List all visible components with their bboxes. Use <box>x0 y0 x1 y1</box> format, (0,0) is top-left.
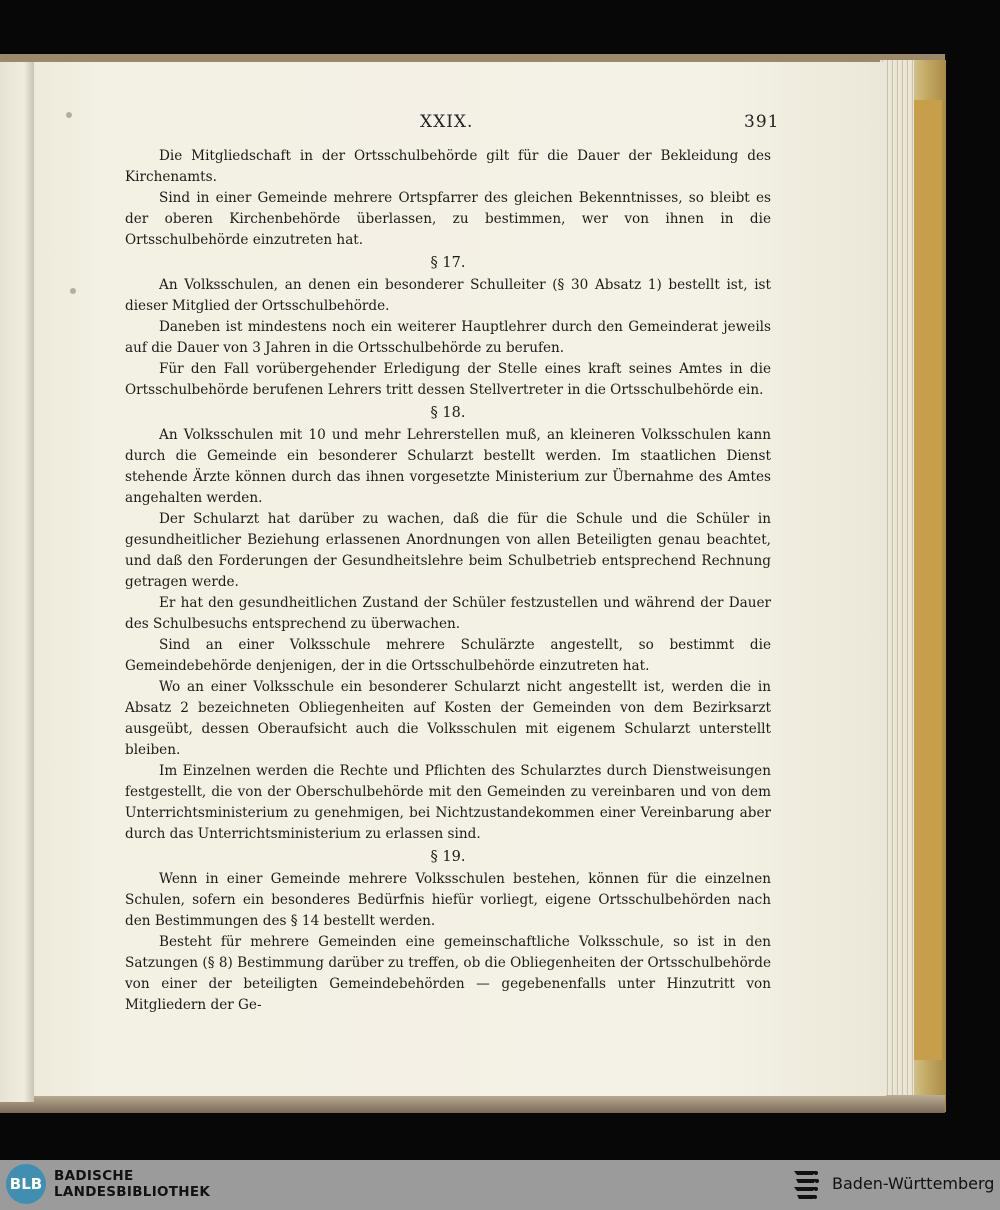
page-blemish <box>70 288 76 294</box>
paragraph: Für den Fall vorübergehender Erledigung der Stelle eines kraft seines Amtes in die Ortsschulbehörde berufenen Lehrers tritt dessen Stellvertreter in die Ortsschulbehörde ein. <box>125 361 771 398</box>
paragraph: Wenn in einer Gemeinde mehrere Volksschulen bestehen, können für die einzelnen Schulen, sofern ein besonderes Bedürfnis hiefür vorliegt, eigene Ortsschulbehörden nach den Bestimmungen des § 14 bestellt werden. <box>125 871 771 929</box>
book-cover-bottom-edge <box>0 1095 945 1113</box>
library-name-line-1: BADISCHE <box>54 1168 134 1184</box>
paragraph: Der Schularzt hat darüber zu wachen, daß die für die Schule und die Schüler in gesundheitlicher Beziehung erlassenen Anordnungen von allen Beteiligten genau beachtet, und daß den Forderungen der Gesundheitslehre beim Schulbetrieb entsprechend Rechnung getragen werde. <box>125 511 771 590</box>
facing-page-edge <box>0 62 34 1102</box>
paragraph: Besteht für mehrere Gemeinden eine gemeinschaftliche Volksschule, so ist in den Satzungen (§ 8) Bestimmung darüber zu treffen, ob die Obliegenheiten der Ortsschulbehörde von einer der beteiligten Gemeindebehörden — gegebenenfalls unter Hinzutritt von Mitgliedern der Ge- <box>125 934 771 1013</box>
state-name[interactable]: Baden-Württemberg <box>832 1174 995 1193</box>
viewer-footer <box>0 1160 1000 1210</box>
paragraph: Er hat den gesundheitlichen Zustand der Schüler festzustellen und während der Dauer des Schulbesuchs entsprechend zu überwachen. <box>125 595 771 632</box>
page-number: 391 <box>744 112 780 132</box>
page-text <box>125 146 771 1016</box>
paragraph: Im Einzelnen werden die Rechte und Pflichten des Schularztes durch Dienstweisungen festgestellt, die von der Oberschulbehörde mit den Gemeinden zu vereinbaren und von dem Unterrichtsministerium zu genehmigen, bei Nichtzustandekommen einer Vereinbarung aber durch das Unterrichtsministerium zu erlassen sind. <box>125 763 771 842</box>
paragraph: An Volksschulen mit 10 und mehr Lehrerstellen muß, an kleineren Volksschulen kann durch die Gemeinde ein besonderer Schularzt bestellt werden. Im staatlichen Dienst stehende Ärzte können durch das ihnen vorgesetzte Ministerium zur Übernahme des Amtes angehalten werden. <box>125 427 771 506</box>
page-edge-gilt <box>912 100 942 1060</box>
section-heading: § 17. <box>430 255 466 271</box>
section-heading: § 18. <box>430 405 466 421</box>
chapter-heading: XXIX. <box>420 112 474 132</box>
paragraph: Daneben ist mindestens noch ein weiterer Hauptlehrer durch den Gemeinderat jeweils auf die Dauer von 3 Jahren in die Ortsschulbehörde zu berufen. <box>125 319 771 356</box>
paragraph: Wo an einer Volksschule ein besonderer Schularzt nicht angestellt ist, werden die in Absatz 2 bezeichneten Obliegenheiten auf Kosten der Gemeinden von dem Bezirksarzt ausgeübt, dessen Oberaufsicht auch die Volksschulen mit eigenem Schularzt unterstellt bleiben. <box>125 679 771 758</box>
library-name-line-2: LANDESBIBLIOTHEK <box>54 1184 211 1200</box>
lions-emblem-icon <box>792 1167 820 1203</box>
paragraph: An Volksschulen, an denen ein besonderer Schulleiter (§ 30 Absatz 1) bestellt ist, ist dieser Mitglied der Ortsschulbehörde. <box>125 277 771 314</box>
library-name[interactable] <box>54 1168 210 1200</box>
paragraph: Sind an einer Volksschule mehrere Schulärzte angestellt, so bestimmt die Gemeindebehörde denjenigen, der in die Ortsschulbehörde einzutreten hat. <box>125 637 771 674</box>
blb-logo[interactable]: BLB <box>6 1164 46 1204</box>
paragraph: Sind in einer Gemeinde mehrere Ortspfarrer des gleichen Bekenntnisses, so bleibt es der oberen Kirchenbehörde überlassen, zu bestimmen, wer von ihnen in die Ortsschulbehörde einzutreten hat. <box>125 190 771 248</box>
page-blemish <box>66 112 72 118</box>
paragraph: Die Mitgliedschaft in der Ortsschulbehörde gilt für die Dauer der Bekleidung des Kirchenamts. <box>125 148 771 185</box>
section-heading: § 19. <box>430 849 466 865</box>
